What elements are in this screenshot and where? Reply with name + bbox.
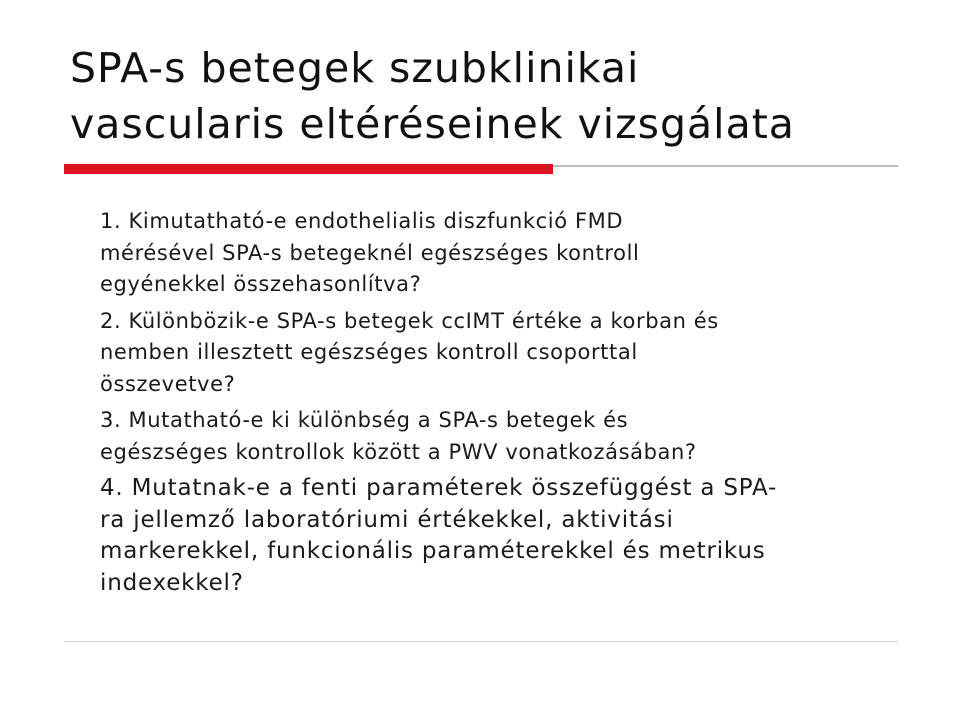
footer-divider xyxy=(64,641,898,642)
research-questions-list xyxy=(100,206,860,604)
question-item-4: 4. Mutatnak-e a fenti paraméterek összefüggést a SPA- ra jellemző laboratóriumi értékekkel, aktivitási markerekkel, funkcionális paraméterekkel és metrikus indexekkel? xyxy=(100,475,778,596)
question-item-3: 3. Mutatható-e ki különbség a SPA-s betegek és egészséges kontrollok között a PWV vonatkozásában? xyxy=(100,408,697,464)
question-item-1: 1. Kimutatható-e endothelialis diszfunkció FMD mérésével SPA-s betegeknél egészséges kontroll egyénekkel összehasonlítva? xyxy=(100,209,640,296)
question-item-2: 2. Különbözik-e SPA-s betegek ccIMT értéke a korban és nemben illesztett egészséges kontroll csoporttal összevetve? xyxy=(100,308,719,396)
slide-title: SPA-s betegek szubklinikai vascularis eltéréseinek vizsgálata xyxy=(70,44,795,148)
title-accent-bar xyxy=(64,164,553,174)
